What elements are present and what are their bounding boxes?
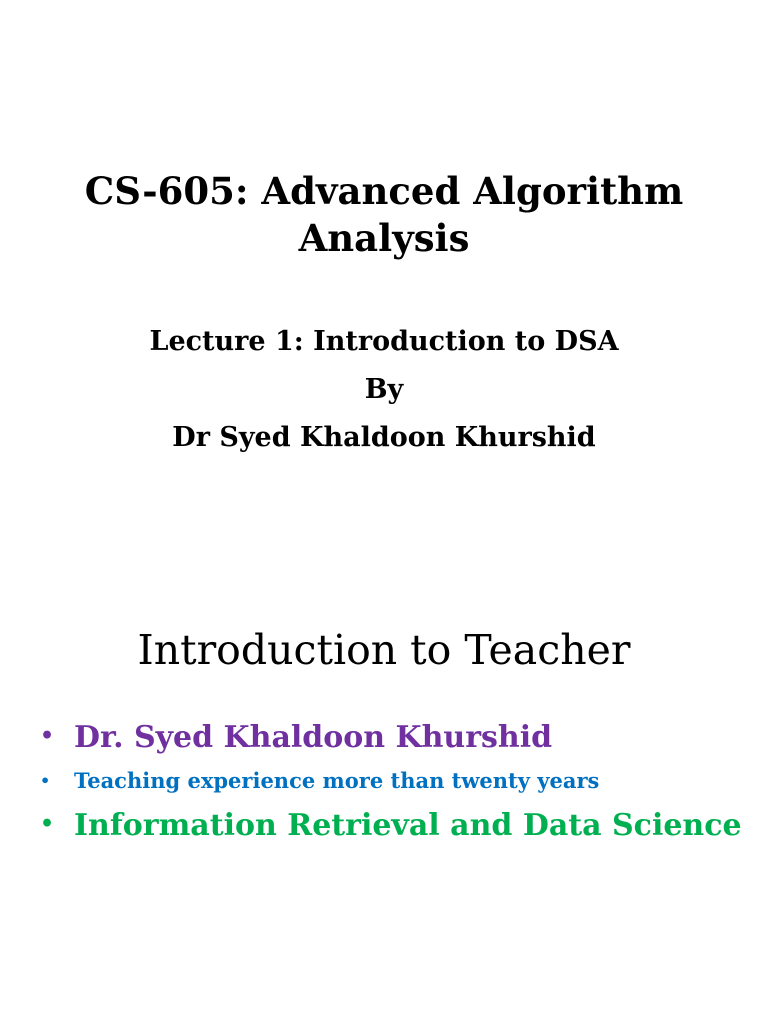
bullet-item xyxy=(40,714,740,760)
title-line-2: Analysis xyxy=(298,216,470,260)
slide-2-title: Introduction to Teacher xyxy=(137,626,631,674)
bullet-list xyxy=(40,712,740,848)
bullet-item xyxy=(40,802,740,848)
title-line-1: CS-605: Advanced Algorithm xyxy=(84,169,684,213)
slide-1-subtitle xyxy=(60,318,708,462)
slide-1-title xyxy=(60,168,708,262)
bullet-text: Dr. Syed Khaldoon Khurshid xyxy=(74,720,553,755)
by-label: By xyxy=(364,374,404,405)
bullet-item xyxy=(40,760,740,802)
bullet-icon: • xyxy=(40,811,55,837)
author-name: Dr Syed Khaldoon Khurshid xyxy=(172,422,596,453)
bullet-icon: • xyxy=(40,771,51,790)
bullet-text: Information Retrieval and Data Science xyxy=(74,808,742,843)
lecture-title: Lecture 1: Introduction to DSA xyxy=(149,326,619,357)
bullet-icon: • xyxy=(40,723,55,749)
slide-2 xyxy=(0,512,768,1024)
bullet-text: Teaching experience more than twenty years xyxy=(74,768,600,793)
